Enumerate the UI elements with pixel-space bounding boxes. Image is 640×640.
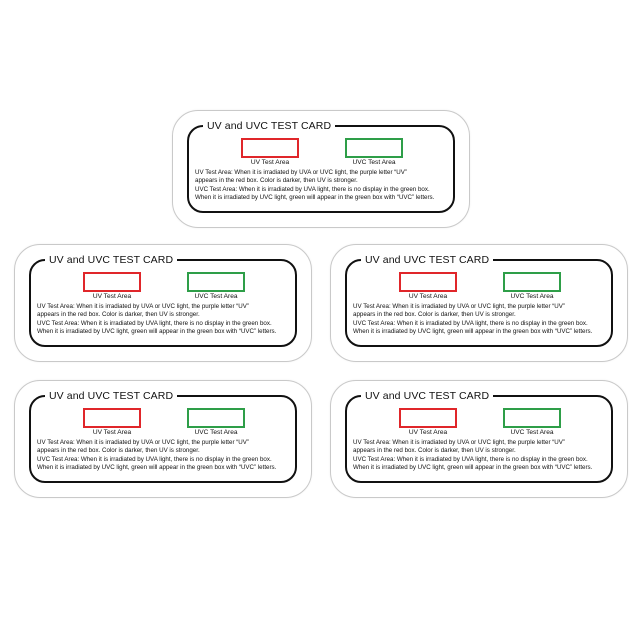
description-line: UV Test Area: When it is irradiated by UVA or UVC light, the purple letter “UV”	[353, 303, 565, 310]
description-line: UVC Test Area: When it is irradiated by UVA light, there is no display in the green box.	[353, 455, 588, 463]
card-description	[37, 439, 291, 473]
uvc-test-area-label: UVC Test Area	[352, 159, 396, 166]
card-title: UV and UVC TEST CARD	[45, 253, 177, 267]
description-line: UV Test Area: When it is irradiated by UVA or UVC light, the purple letter “UV”	[195, 169, 407, 176]
description-line: UV Test Area: When it is irradiated by UVA or UVC light, the purple letter “UV”	[353, 439, 565, 446]
uv-test-area-label: UV Test Area	[250, 159, 290, 166]
description-line: When it is irradiated by UVC light, green will appear in the green box with “UVC” letters.	[195, 194, 435, 202]
test-card-middle-right	[330, 244, 628, 362]
uv-test-box	[83, 272, 141, 292]
card-inner-border	[345, 254, 613, 347]
uvc-test-box	[187, 408, 245, 428]
description-line: UV Test Area: When it is irradiated by UVA or UVC light, the purple letter “UV”	[37, 439, 249, 446]
uvc-test-area-label: UVC Test Area	[510, 293, 554, 300]
uv-test-box	[399, 408, 457, 428]
uv-test-box	[399, 272, 457, 292]
description-line: appears in the red box. Color is darker, then UV is stronger.	[353, 447, 516, 455]
uv-test-area-label: UV Test Area	[408, 429, 448, 436]
uvc-test-box	[503, 272, 561, 292]
card-title: UV and UVC TEST CARD	[45, 389, 177, 403]
card-description	[353, 303, 607, 337]
description-line: UVC Test Area: When it is irradiated by UVA light, there is no display in the green box.	[353, 319, 588, 327]
card-title: UV and UVC TEST CARD	[203, 119, 335, 133]
card-inner-border	[345, 390, 613, 483]
card-title: UV and UVC TEST CARD	[361, 253, 493, 267]
uv-test-area-label: UV Test Area	[92, 293, 132, 300]
card-inner-border	[29, 254, 297, 347]
description-line: UVC Test Area: When it is irradiated by UVA light, there is no display in the green box.	[195, 185, 430, 193]
description-line: When it is irradiated by UVC light, green will appear in the green box with “UVC” letters.	[37, 328, 277, 336]
description-line: UVC Test Area: When it is irradiated by UVA light, there is no display in the green box.	[37, 455, 272, 463]
test-card-top	[172, 110, 470, 228]
description-line: When it is irradiated by UVC light, green will appear in the green box with “UVC” letters.	[353, 464, 593, 472]
description-line: When it is irradiated by UVC light, green will appear in the green box with “UVC” letters.	[353, 328, 593, 336]
uvc-test-area-label: UVC Test Area	[194, 429, 238, 436]
card-inner-border	[29, 390, 297, 483]
description-line: appears in the red box. Color is darker, then UV is stronger.	[37, 447, 200, 455]
uvc-test-box	[345, 138, 403, 158]
uv-test-area-label: UV Test Area	[408, 293, 448, 300]
uvc-test-area-label: UVC Test Area	[194, 293, 238, 300]
card-inner-border	[187, 120, 455, 213]
uv-test-box	[241, 138, 299, 158]
test-card-bottom-right	[330, 380, 628, 498]
description-line: appears in the red box. Color is darker, then UV is stronger.	[195, 177, 358, 185]
description-line: When it is irradiated by UVC light, green will appear in the green box with “UVC” letters.	[37, 464, 277, 472]
uv-test-box	[83, 408, 141, 428]
description-line: UVC Test Area: When it is irradiated by UVA light, there is no display in the green box.	[37, 319, 272, 327]
card-title: UV and UVC TEST CARD	[361, 389, 493, 403]
description-line: appears in the red box. Color is darker, then UV is stronger.	[353, 311, 516, 319]
uvc-test-box	[503, 408, 561, 428]
description-line: appears in the red box. Color is darker, then UV is stronger.	[37, 311, 200, 319]
card-description	[353, 439, 607, 473]
test-card-bottom-left	[14, 380, 312, 498]
test-card-middle-left	[14, 244, 312, 362]
description-line: UV Test Area: When it is irradiated by UVA or UVC light, the purple letter “UV”	[37, 303, 249, 310]
uv-test-area-label: UV Test Area	[92, 429, 132, 436]
uvc-test-box	[187, 272, 245, 292]
uvc-test-area-label: UVC Test Area	[510, 429, 554, 436]
card-description	[195, 169, 449, 203]
card-description	[37, 303, 291, 337]
